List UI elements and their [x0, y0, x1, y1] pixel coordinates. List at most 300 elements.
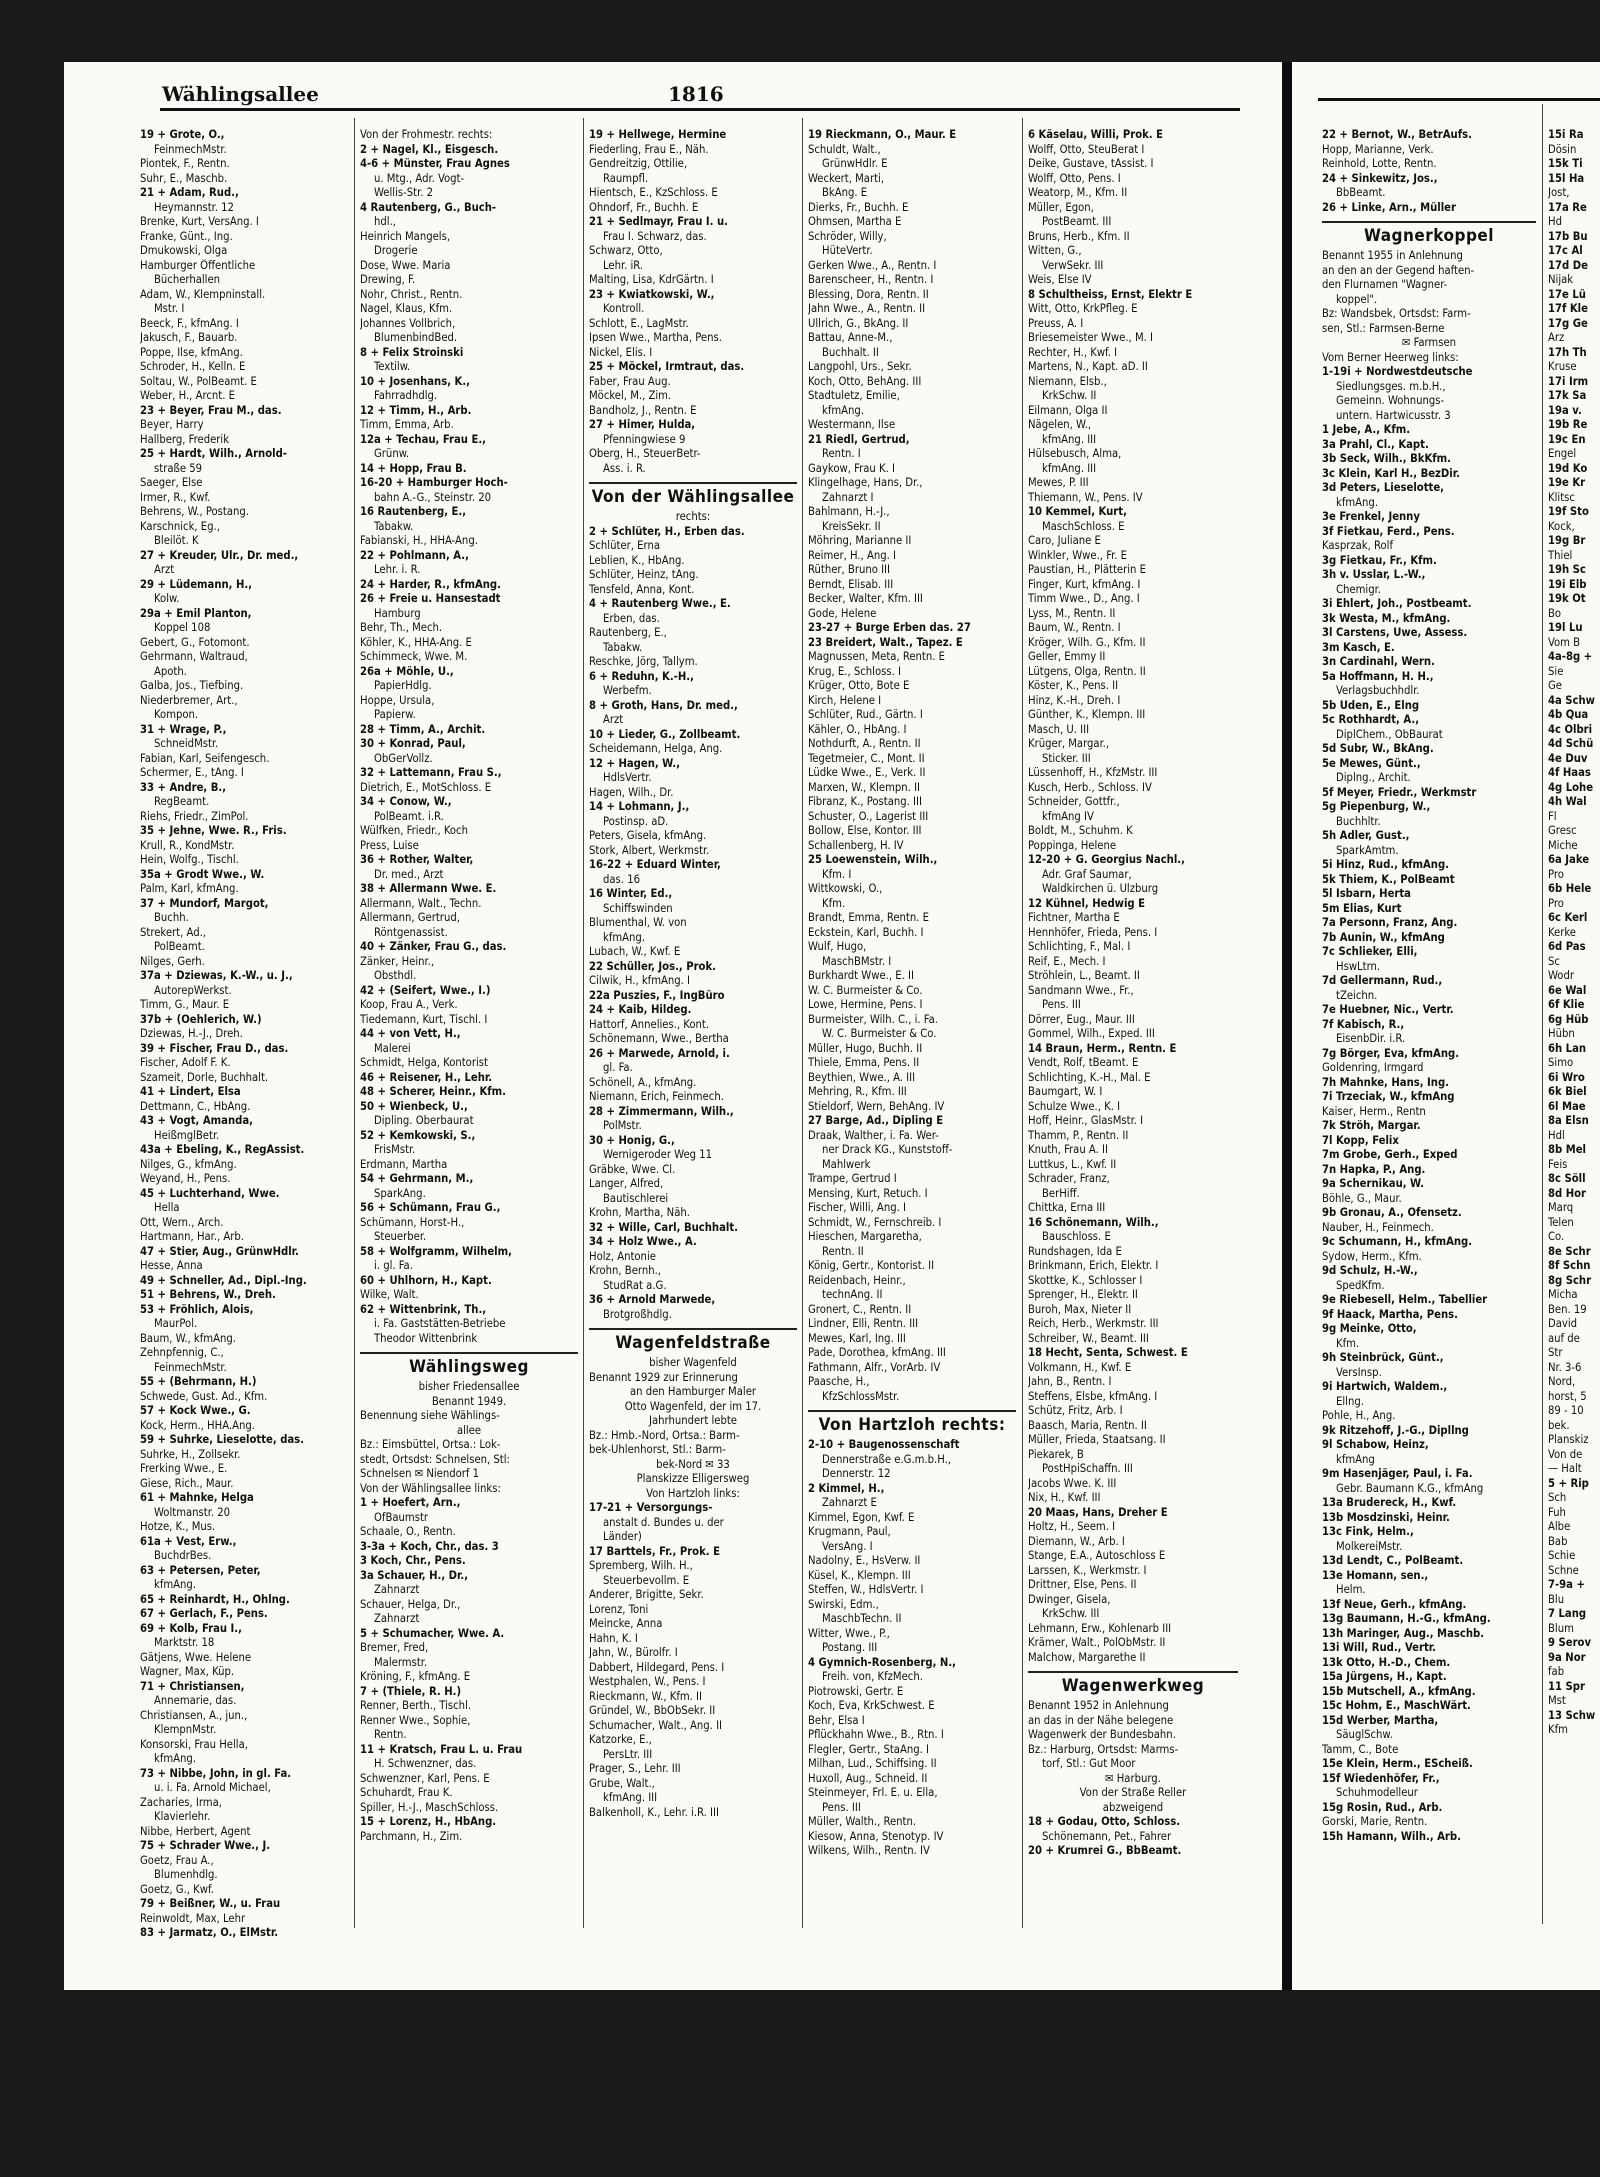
directory-entry: Blessing, Dora, Rentn. II	[808, 287, 929, 301]
directory-entry: 9g Meinke, Otto,	[1322, 1322, 1417, 1335]
directory-entry: 10 + Josenhans, K.,	[360, 374, 470, 388]
directory-entry: tZeichn.	[1336, 988, 1378, 1002]
directory-entry: 37b + (Oehlerich, W.)	[140, 1012, 262, 1026]
directory-entry: 22 + Bernot, W., BetrAufs.	[1322, 128, 1472, 141]
directory-entry: 16 Winter, Ed.,	[589, 887, 673, 900]
directory-entry: Beeck, F., kfmAng. I	[140, 316, 239, 330]
directory-entry: abzweigend	[1102, 1800, 1164, 1814]
directory-entry: Hotze, K., Mus.	[140, 1520, 216, 1533]
directory-entry: Kruse	[1548, 360, 1577, 373]
directory-entry: Schie	[1548, 1549, 1576, 1562]
directory-entry: Kimmel, Egon, Kwf. E	[808, 1510, 915, 1524]
directory-entry: 25 + Hardt, Wilh., Arnold-	[140, 447, 287, 460]
directory-entry: ✉ Harburg.	[1105, 1771, 1161, 1785]
directory-entry: 5d Subr, W., BkAng.	[1322, 742, 1434, 755]
directory-entry: Zahnarzt E	[822, 1496, 877, 1509]
directory-entry: 19 Rieckmann, O., Maur. E	[808, 128, 957, 141]
directory-entry: Von der Frohmestr. rechts:	[360, 128, 493, 141]
directory-entry: PolBeamt.	[154, 940, 205, 953]
directory-entry: 6 Käselau, Willi, Prok. E	[1028, 128, 1164, 141]
directory-entry: Buchhalt. II	[822, 345, 879, 359]
directory-entry: Grünw.	[374, 447, 410, 460]
directory-entry: KrkSchw. II	[1042, 389, 1097, 402]
directory-entry: Zahnarzt I	[822, 490, 874, 504]
directory-entry: u. Mtg., Adr. Vogt-	[374, 171, 465, 185]
directory-entry: Buchhltr.	[1336, 814, 1381, 828]
directory-entry: Strekert, Ad.,	[140, 925, 206, 939]
directory-entry: Timm, Emma, Arb.	[360, 418, 454, 431]
directory-entry: 4f Haas	[1548, 766, 1591, 779]
directory-entry: 45 + Luchterhand, Wwe.	[140, 1186, 280, 1200]
directory-entry: 7l Kopp, Felix	[1322, 1133, 1399, 1147]
directory-entry: 9k Ritzehoff, J.-G., Dipllng	[1322, 1423, 1469, 1437]
directory-entry: FrisMstr.	[374, 1143, 416, 1156]
directory-entry: Renner Wwe., Sophie,	[360, 1713, 471, 1727]
column-divider	[354, 118, 355, 1928]
directory-entry: Schulze Wwe., K. I	[1028, 1099, 1121, 1113]
directory-entry: Gätjens, Wwe. Helene	[140, 1650, 252, 1664]
directory-entry: Lehmann, Erw., Kohlenarb III	[1028, 1621, 1172, 1635]
directory-entry: Schwede, Gust. Ad., Kfm.	[140, 1389, 268, 1403]
directory-entry: Jacobs Wwe. K. III	[1028, 1476, 1117, 1490]
column-divider	[1022, 118, 1023, 1928]
directory-entry: Riehs, Friedr., ZimPol.	[140, 809, 249, 823]
directory-entry: Co.	[1548, 1230, 1565, 1243]
directory-column-1	[140, 128, 348, 1958]
directory-entry: das. 16	[603, 872, 640, 886]
directory-entry: 12 + Hagen, W.,	[589, 756, 681, 770]
directory-entry: Von Hartzloh links:	[646, 1486, 740, 1500]
directory-entry: Pohle, H., Ang.	[1322, 1409, 1396, 1422]
directory-entry: 3d Peters, Lieselotte,	[1322, 481, 1444, 494]
directory-entry: Suhrke, H., Zollsekr.	[140, 1447, 241, 1461]
directory-entry: Bücherhallen	[154, 273, 221, 286]
directory-entry: 59 + Suhrke, Lieselotte, das.	[140, 1433, 304, 1446]
directory-entry: Zahnarzt	[374, 1612, 420, 1625]
directory-entry: Nix, H., Kwf. III	[1028, 1491, 1101, 1504]
directory-entry: 41 + Lindert, Elsa	[140, 1085, 241, 1098]
directory-entry: PostBeamt. III	[1042, 215, 1112, 228]
directory-entry: Mehring, R., Kfm. III	[808, 1085, 907, 1098]
directory-entry: 17d De	[1548, 258, 1588, 272]
directory-entry: 9c Schumann, H., kfmAng.	[1322, 1235, 1473, 1248]
directory-entry: Schroder, H., Kelln. E	[140, 360, 246, 373]
directory-entry: Allermann, Walt., Techn.	[360, 896, 482, 910]
directory-entry: Pens. III	[1042, 998, 1081, 1011]
directory-entry: Suhr, E., Maschb.	[140, 171, 228, 185]
directory-entry: AutorepWerkst.	[154, 983, 232, 997]
directory-entry: Gründel, W., BbObSekr. II	[589, 1704, 716, 1717]
directory-entry: Timm Wwe., D., Ang. I	[1028, 592, 1140, 605]
directory-entry: Thiel	[1548, 548, 1573, 562]
directory-entry: Westphalen, W., Pens. I	[589, 1675, 706, 1688]
directory-entry: HeißmglBetr.	[154, 1128, 220, 1142]
directory-entry: 32 + Lattemann, Frau S.,	[360, 766, 502, 779]
directory-entry: Mahlwerk	[822, 1157, 871, 1171]
directory-entry: Kiesow, Anna, Stenotyp. IV	[808, 1829, 944, 1843]
directory-entry: Prager, S., Lehr. III	[589, 1762, 681, 1775]
directory-entry: Baasch, Maria, Rentn. II	[1028, 1418, 1147, 1432]
directory-entry: 3h v. Usslar, L.-W.,	[1322, 568, 1426, 581]
directory-entry: i. Fa. Gaststätten-Betriebe	[374, 1317, 506, 1330]
directory-entry: Hientsch, E., KzSchloss. E	[589, 186, 718, 199]
directory-entry: Hattorf, Annelies., Kont.	[589, 1017, 710, 1031]
directory-entry: Fabian, Karl, Seifengesch.	[140, 751, 270, 765]
directory-entry: 5 + Rip	[1548, 1476, 1589, 1490]
directory-entry: Fl	[1548, 809, 1557, 823]
directory-entry: Tamm, C., Bote	[1322, 1742, 1399, 1756]
directory-entry: Schermer, E., tAng. I	[140, 766, 244, 779]
directory-entry: Wittkowski, O.,	[808, 882, 883, 895]
directory-entry: SchneidMstr.	[154, 737, 219, 750]
directory-entry: 7e Huebner, Nic., Vertr.	[1322, 1003, 1454, 1016]
directory-entry: Drewing, F.	[360, 273, 416, 286]
directory-entry: Günther, K., Klempn. III	[1028, 708, 1146, 721]
directory-entry: Benennung siehe Wählings-	[360, 1409, 500, 1422]
directory-entry: Vom Berner Heerweg links:	[1322, 350, 1459, 364]
directory-entry: bisher Wagenfeld	[649, 1356, 737, 1369]
directory-entry: Micha	[1548, 1288, 1578, 1301]
directory-entry: Katzorke, E.,	[589, 1733, 652, 1746]
directory-entry: Kröning, F., kfmAng. E	[360, 1670, 471, 1683]
directory-entry: 9l Schabow, Heinz,	[1322, 1438, 1429, 1451]
directory-entry: 8c Söll	[1548, 1172, 1586, 1185]
directory-entry: 15h Hamann, Wilh., Arb.	[1322, 1829, 1461, 1843]
directory-entry: fab	[1548, 1665, 1565, 1678]
directory-entry: Adr. Graf Saumar,	[1042, 867, 1132, 881]
directory-entry: Nord,	[1548, 1375, 1576, 1388]
directory-entry: 5m Elias, Kurt	[1322, 901, 1402, 915]
directory-entry: 4b Qua	[1548, 708, 1589, 721]
directory-entry: Malting, Lisa, KdrGärtn. I	[589, 273, 714, 286]
directory-entry: Schuhardt, Frau K.	[360, 1786, 453, 1799]
directory-entry: 9e Riebesell, Helm., Tabellier	[1322, 1293, 1488, 1306]
directory-entry: 19f Sto	[1548, 505, 1589, 518]
directory-entry: Kähler, O., HbAng. I	[808, 722, 907, 736]
directory-entry: 49 + Schneller, Ad., Dipl.-Ing.	[140, 1273, 307, 1287]
directory-entry: Simo	[1548, 1056, 1574, 1069]
directory-entry: Behr, Elsa I	[808, 1713, 865, 1727]
directory-entry: Vom B	[1548, 635, 1581, 649]
directory-entry: Wulf, Hugo,	[808, 940, 867, 953]
directory-entry: Koppel 108	[154, 621, 211, 634]
directory-entry: Lehr. iR.	[603, 258, 644, 272]
directory-entry: Malerei	[374, 1041, 411, 1055]
directory-entry: Niederbremer, Art.,	[140, 693, 238, 707]
directory-entry: Langer, Alfred,	[589, 1177, 664, 1190]
directory-entry: 4a-8g +	[1548, 650, 1593, 663]
directory-entry: Theodor Wittenbrink	[374, 1331, 478, 1345]
directory-entry: Rentn.	[374, 1728, 407, 1741]
directory-entry: Nibbe, Herbert, Agent	[140, 1824, 251, 1838]
directory-entry: Krohn, Bernh.,	[589, 1264, 661, 1277]
directory-entry: an das in der Nähe belegene	[1028, 1713, 1174, 1727]
directory-entry: 1 Jebe, A., Kfm.	[1322, 423, 1411, 436]
directory-entry: horst, 5	[1548, 1389, 1587, 1403]
directory-entry: 37 + Mundorf, Margot,	[140, 896, 269, 910]
directory-entry: 8 + Groth, Hans, Dr. med.,	[589, 698, 738, 712]
directory-entry: KfzSchlossMstr.	[822, 1389, 900, 1403]
directory-entry: 6c Kerl	[1548, 911, 1588, 924]
directory-entry: Behr, Th., Mech.	[360, 621, 443, 634]
directory-entry: Lyss, M., Rentn. II	[1028, 606, 1116, 620]
directory-entry: 3g Fietkau, Fr., Kfm.	[1322, 553, 1437, 567]
directory-entry: Verlagsbuchhdlr.	[1336, 684, 1420, 697]
directory-entry: SparkAmtm.	[1336, 843, 1399, 857]
directory-entry: SäuglSchw.	[1336, 1728, 1393, 1741]
directory-entry: Reinhold, Lotte, Rentn.	[1322, 157, 1437, 170]
directory-entry: 19c En	[1548, 432, 1586, 446]
directory-entry: Von der Wählingsallee links:	[360, 1481, 501, 1495]
directory-entry: Planskiz	[1548, 1433, 1589, 1446]
directory-entry: bisher Friedensallee	[418, 1380, 520, 1393]
directory-entry: 34 + Holz Wwe., A.	[589, 1235, 697, 1248]
directory-entry: Hartmann, Har., Arb.	[140, 1230, 244, 1243]
directory-entry: 23 Breidert, Walt., Tapez. E	[808, 635, 963, 649]
directory-entry: Schiffswinden	[603, 901, 673, 915]
directory-entry: Schlichting, F., Mal. I	[1028, 940, 1131, 953]
directory-entry: Lowe, Hermine, Pens. I	[808, 998, 923, 1011]
directory-entry: Reimer, H., Ang. I	[808, 548, 896, 562]
directory-entry: MaurPol.	[154, 1317, 198, 1330]
directory-entry: Johannes Vollbrich,	[360, 316, 456, 330]
directory-entry: Steuerbevollm. E	[603, 1573, 690, 1587]
directory-entry: 23 + Kwiatkowski, W.,	[589, 287, 715, 301]
directory-entry: Schreiber, W., Beamt. III	[1028, 1331, 1149, 1345]
directory-entry: Woltmanstr. 20	[154, 1505, 231, 1519]
directory-entry: 15g Rosin, Rud., Arb.	[1322, 1800, 1443, 1814]
directory-entry: EisenbDir. i.R.	[1336, 1032, 1406, 1045]
directory-entry: Wülfken, Friedr., Koch	[360, 824, 468, 837]
directory-entry: Battau, Anne-M.,	[808, 331, 893, 344]
directory-entry: Rentn. II	[822, 1244, 864, 1258]
directory-entry: MaschSchloss. E	[1042, 519, 1125, 533]
directory-entry: Kirch, Helene I	[808, 693, 882, 707]
directory-entry: BkAng. E	[822, 186, 868, 199]
directory-entry: 9a Nor	[1548, 1650, 1586, 1664]
directory-entry: Tabakw.	[374, 519, 414, 533]
directory-entry: Nilges, G., kfmAng.	[140, 1157, 237, 1171]
directory-entry: Hamburg	[374, 606, 421, 620]
directory-entry: 13k Otto, H.-D., Chem.	[1322, 1655, 1451, 1669]
directory-entry: Bollow, Else, Kontor. III	[808, 824, 922, 837]
directory-entry: MolkereiMstr.	[1336, 1539, 1403, 1553]
directory-entry: 53 + Fröhlich, Alois,	[140, 1302, 254, 1316]
directory-entry: 21 Riedl, Gertrud,	[808, 432, 910, 446]
directory-entry: VerwSekr. III	[1042, 258, 1104, 272]
directory-entry: 58 + Wolfgramm, Wilhelm,	[360, 1244, 512, 1258]
directory-entry: David	[1548, 1317, 1578, 1330]
directory-entry: Fischer, Adolf F. K.	[140, 1056, 231, 1069]
directory-entry: Oberg, H., SteuerBetr-	[589, 447, 701, 460]
directory-entry: Dose, Wwe. Maria	[360, 258, 451, 272]
directory-entry: Volkmann, H., Kwf. E	[1028, 1360, 1132, 1374]
directory-entry: torf, Stl.: Gut Moor	[1042, 1757, 1136, 1770]
directory-entry: Müller, Frieda, Staatsang. II	[1028, 1433, 1166, 1446]
directory-entry: Kerke	[1548, 925, 1576, 939]
directory-entry: Cilwik, H., kfmAng. I	[589, 974, 691, 987]
directory-entry: Nijak	[1548, 273, 1574, 286]
directory-entry: Albe	[1548, 1520, 1571, 1533]
directory-entry: Bruns, Herb., Kfm. II	[1028, 229, 1130, 243]
directory-entry: W. C. Burmeister & Co.	[808, 983, 923, 997]
directory-entry: Pade, Dorothea, kfmAng. III	[808, 1346, 946, 1359]
directory-entry: Hopp, Marianne, Verk.	[1322, 142, 1434, 156]
directory-entry: Konsorski, Frau Hella,	[140, 1737, 248, 1751]
directory-entry: Dr. med., Arzt	[374, 867, 444, 881]
directory-entry: Palm, Karl, kfmAng.	[140, 882, 239, 895]
directory-entry: Benannt 1949.	[431, 1394, 507, 1408]
directory-entry: Gebert, G., Fotomont.	[140, 635, 250, 649]
directory-entry: Beyer, Harry	[140, 418, 204, 431]
directory-entry: Rundshagen, Ida E	[1028, 1244, 1122, 1258]
directory-entry: Kontroll.	[603, 302, 645, 315]
directory-entry: Poppinga, Helene	[1028, 838, 1117, 852]
directory-entry: 35a + Grodt Wwe., W.	[140, 867, 265, 881]
directory-entry: Diplng., Archit.	[1336, 771, 1411, 784]
directory-entry: Fuh	[1548, 1505, 1566, 1519]
directory-entry: BbBeamt.	[1336, 186, 1386, 199]
directory-entry: Reschke, Jörg, Tallym.	[589, 655, 698, 668]
directory-entry: Schönemann, Pet., Fahrer	[1042, 1829, 1172, 1843]
directory-entry: kfmAng. III	[1042, 461, 1097, 475]
directory-entry: 19h Sc	[1548, 563, 1586, 576]
directory-entry: Waldkirchen ü. Ulzburg	[1042, 882, 1159, 895]
directory-entry: 15a Jürgens, H., Kapt.	[1322, 1670, 1447, 1683]
directory-entry: Sydow, Herm., Kfm.	[1322, 1249, 1422, 1263]
directory-entry: 3a Prahl, Cl., Kapt.	[1322, 437, 1429, 451]
directory-entry: Zehnpfennig, C.,	[140, 1346, 224, 1359]
directory-entry: 26 + Marwede, Arnold, i.	[589, 1046, 730, 1060]
directory-entry: 5 + Schumacher, Wwe. A.	[360, 1626, 505, 1640]
directory-entry: Schröder, Willy,	[808, 229, 887, 243]
directory-entry: 12-20 + G. Georgius Nachl.,	[1028, 853, 1185, 866]
directory-entry: Dmukowski, Olga	[140, 244, 228, 257]
directory-entry: 36 + Rother, Walter,	[360, 853, 474, 866]
directory-entry: 15 + Lorenz, H., HbAng.	[360, 1815, 497, 1828]
directory-entry: 6l Mae	[1548, 1099, 1586, 1113]
directory-entry: 1 + Hoefert, Arn.,	[360, 1496, 461, 1509]
directory-entry: Koch, Eva, KrkSchwest. E	[808, 1699, 935, 1712]
directory-entry: 14 Braun, Herm., Rentn. E	[1028, 1041, 1177, 1055]
directory-entry: 17f Kle	[1548, 302, 1588, 315]
directory-entry: Schwenzner, Karl, Pens. E	[360, 1771, 490, 1785]
directory-entry: Sprenger, H., Elektr. II	[1028, 1288, 1138, 1301]
directory-entry: Mensing, Kurt, Retuch. I	[808, 1186, 928, 1200]
directory-entry: kfmAng. III	[1042, 432, 1097, 446]
directory-entry: Bab	[1548, 1534, 1568, 1548]
directory-entry: König, Gertr., Kontorist. II	[808, 1259, 935, 1272]
directory-entry: Knuth, Frau A. II	[1028, 1143, 1108, 1156]
directory-entry: Hülsebusch, Alma,	[1028, 447, 1122, 460]
directory-entry: Frerking Wwe., E.	[140, 1462, 228, 1475]
directory-entry: Schuster, O., Lagerist III	[808, 809, 929, 823]
directory-entry: 3n Cardinahl, Wern.	[1322, 655, 1435, 668]
directory-entry: Kaiser, Herm., Rentn	[1322, 1104, 1426, 1118]
directory-entry: 3f Fietkau, Ferd., Pens.	[1322, 524, 1455, 538]
directory-entry: Ass. i. R.	[603, 461, 646, 475]
directory-entry: Bandholz, J., Rentn. E	[589, 403, 697, 417]
directory-entry: 26 + Linke, Arn., Müller	[1322, 200, 1456, 214]
directory-entry: 5h Adler, Gust.,	[1322, 829, 1410, 842]
directory-entry: 19e Kr	[1548, 476, 1586, 489]
directory-entry: Steffen, W., HdlsVertr. I	[808, 1583, 924, 1596]
directory-entry: 30 + Honig, G.,	[589, 1133, 675, 1147]
directory-entry: H. Schwenzner, das.	[374, 1757, 477, 1770]
directory-entry: Sch	[1548, 1491, 1567, 1504]
directory-entry: Weber, H., Arcnt. E	[140, 389, 235, 402]
directory-entry: Steffens, Elsbe, kfmAng. I	[1028, 1389, 1158, 1403]
directory-entry: Möhring, Marianne II	[808, 534, 912, 547]
directory-entry: ObGerVollz.	[374, 751, 433, 765]
directory-entry: Schütz, Fritz, Arb. I	[1028, 1404, 1123, 1417]
directory-entry: kfmAng	[1336, 1452, 1375, 1466]
directory-entry: an den Hamburger Maler	[629, 1385, 757, 1398]
directory-entry: technAng. II	[822, 1288, 883, 1301]
page-header-street: Wählingsallee	[162, 82, 319, 106]
directory-entry: 16 Rautenberg, E.,	[360, 505, 467, 518]
directory-entry: rechts:	[675, 510, 711, 523]
directory-entry: Witten, G.,	[1028, 244, 1082, 257]
street-heading: Von Hartzloh rechts:	[808, 1410, 1016, 1438]
directory-entry: Wilke, Walt.	[360, 1288, 419, 1301]
directory-entry: 9h Steinbrück, Günt.,	[1322, 1351, 1444, 1364]
directory-entry: Hinz, K.-H., Dreh. I	[1028, 693, 1121, 707]
directory-column-4	[808, 128, 1016, 1958]
directory-entry: Wagenwerk der Bundesbahn.	[1028, 1728, 1176, 1741]
directory-entry: Krüger, Margar.,	[1028, 737, 1110, 750]
directory-entry: StudRat a.G.	[603, 1278, 667, 1292]
directory-entry: Hennhöfer, Frieda, Pens. I	[1028, 925, 1158, 939]
directory-entry: sen, Stl.: Farmsen-Berne	[1322, 321, 1445, 335]
directory-entry: Schaale, O., Rentn.	[360, 1525, 456, 1538]
directory-entry: 22 Schüller, Jos., Prok.	[589, 959, 716, 973]
directory-entry: Burmeister, Wilh. C., i. Fa.	[808, 1012, 938, 1026]
directory-entry: Adam, W., Klempninstall.	[140, 287, 266, 301]
directory-entry: Blumenhdlg.	[154, 1868, 218, 1881]
directory-entry: Arzt	[603, 713, 624, 726]
directory-entry: Ohndorf, Fr., Buchh. E	[589, 200, 699, 214]
directory-entry: W. C. Burmeister & Co.	[822, 1027, 937, 1040]
directory-entry: 75 + Schrader Wwe., J.	[140, 1839, 271, 1852]
directory-entry: 6g Hüb	[1548, 1012, 1589, 1026]
directory-entry: 36 + Arnold Marwede,	[589, 1293, 716, 1306]
directory-entry: Pro	[1548, 896, 1564, 910]
directory-entry: Piekarek, B	[1028, 1447, 1084, 1461]
street-heading: Wagenfeldstraße	[589, 1328, 797, 1356]
directory-entry: Timm, G., Maur. E	[140, 998, 230, 1011]
directory-entry: 24 + Harder, R., kfmAng.	[360, 577, 501, 591]
directory-entry: Gemeinn. Wohnungs-	[1336, 394, 1445, 407]
directory-entry: 7d Gellermann, Rud.,	[1322, 974, 1443, 987]
directory-entry: 3-3a + Koch, Chr., das. 3	[360, 1539, 499, 1553]
directory-entry: Baum, W., kfmAng.	[140, 1331, 236, 1345]
street-heading: Wagnerkoppel	[1322, 221, 1536, 249]
directory-entry: Von der Straße Reller	[1079, 1786, 1187, 1799]
directory-entry: 6e Wal	[1548, 983, 1587, 997]
directory-entry: KlempnMstr.	[154, 1723, 217, 1736]
directory-entry: auf de	[1548, 1331, 1580, 1345]
directory-entry: kfmAng.	[822, 403, 865, 417]
directory-entry: 6k Biel	[1548, 1085, 1587, 1098]
directory-entry: Müller, Egon,	[1028, 200, 1094, 214]
directory-entry: Witter, Wwe., P.,	[808, 1626, 890, 1640]
directory-entry: Schimmeck, Wwe. M.	[360, 650, 468, 663]
directory-entry: Stange, E.A., Autoschloss E	[1028, 1549, 1166, 1562]
directory-entry: Pfenningwiese 9	[603, 432, 686, 446]
directory-entry: Von de	[1548, 1447, 1583, 1461]
directory-entry: 26a + Möhle, U.,	[360, 664, 454, 678]
